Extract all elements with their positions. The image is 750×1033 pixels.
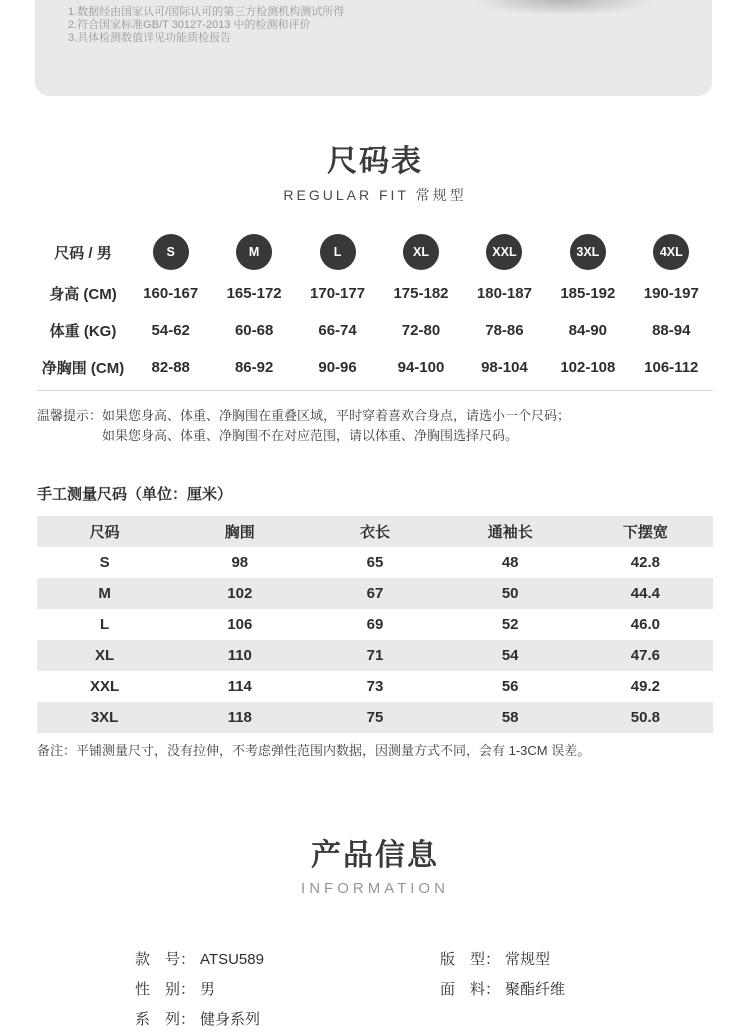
row-size-label: S <box>99 554 110 571</box>
height-cell <box>379 285 462 302</box>
size-badge-l: L <box>320 234 356 270</box>
certification-note-line: 2.符合国家标准GB/T 30127-2013 中的检测和评价 <box>68 19 311 31</box>
certification-notes <box>35 0 712 45</box>
chest-value: 106-112 <box>644 359 699 376</box>
size-badge-cell <box>463 234 546 270</box>
certification-note-line: 1.数据经由国家认可/国际认可的第三方检测机构测试所得 <box>68 6 345 18</box>
weight-value: 84-90 <box>568 322 608 339</box>
chest-cell <box>296 359 379 376</box>
cell-value: 73 <box>366 678 384 695</box>
cell-value: 114 <box>227 678 252 695</box>
size-tips <box>37 406 713 446</box>
height-value: 170-177 <box>310 285 366 302</box>
column-header: 衣长 <box>359 524 390 541</box>
cell-value: 106 <box>227 616 253 633</box>
chest-cell <box>630 359 713 376</box>
product-info-subtitle: INFORMATION <box>301 880 449 897</box>
height-value: 180-187 <box>476 285 532 302</box>
weight-value: 60-68 <box>234 322 274 339</box>
cell-value: 48 <box>501 554 519 571</box>
cell-value: 42.8 <box>630 554 660 571</box>
height-cell <box>129 285 212 302</box>
weight-cell <box>212 322 295 339</box>
chest-cell <box>212 359 295 376</box>
cell-value: 69 <box>366 616 384 633</box>
measure-table-note: 备注：平铺测量尺寸，没有拉伸，不考虑弹性范围内数据，因测量方式不同，会有 1-3CM 误差。 <box>37 743 591 758</box>
height-value: 160-167 <box>143 285 199 302</box>
weight-cell <box>296 322 379 339</box>
size-badge-cell <box>129 234 212 270</box>
size-tips-lines <box>102 406 570 446</box>
product-field-value: 聚酯纤维 <box>505 981 566 998</box>
size-grid <box>37 229 713 386</box>
column-header: 尺码 <box>89 524 120 541</box>
product-field-label: 性 别： <box>135 981 196 998</box>
size-tips-line: 如果您身高、体重、净胸围在重叠区域，平时穿着喜欢合身点，请选小一个尺码； <box>102 408 571 423</box>
measure-table-heading: 手工测量尺码（单位：厘米） <box>37 486 233 503</box>
cell-value: 75 <box>366 709 384 726</box>
chest-value: 94-100 <box>397 359 445 376</box>
weight-cell <box>546 322 629 339</box>
cell-value: 102 <box>227 585 253 602</box>
product-info-title: 产品信息 <box>311 839 439 872</box>
size-badge-xxl: XXL <box>486 234 522 270</box>
size-badge-cell <box>630 234 713 270</box>
cell-value: 46.0 <box>630 616 660 633</box>
size-badge-cell <box>546 234 629 270</box>
cell-value: 54 <box>501 647 519 664</box>
height-cell <box>463 285 546 302</box>
weight-value: 78-86 <box>485 322 524 339</box>
size-tips-line: 如果您身高、体重、净胸围不在对应范围，请以体重、净胸围选择尺码。 <box>102 428 519 443</box>
certification-panel <box>35 0 712 96</box>
row-size-label: L <box>100 616 110 633</box>
cell-value: 58 <box>501 709 519 726</box>
product-field <box>135 981 440 999</box>
product-field <box>135 1011 440 1029</box>
size-badge-m: M <box>236 234 272 270</box>
height-cell <box>296 285 379 302</box>
chest-value: 90-96 <box>318 359 357 376</box>
cell-value: 65 <box>366 554 384 571</box>
height-cell <box>212 285 295 302</box>
certification-note-line: 3.具体检测数值详见功能质检报告 <box>68 32 232 44</box>
table-row <box>37 609 713 640</box>
measure-table <box>37 516 713 733</box>
weight-row-label: 体重 (KG) <box>49 323 117 340</box>
weight-cell <box>129 322 212 339</box>
size-badge-xl: XL <box>403 234 439 270</box>
table-row <box>37 547 713 578</box>
chest-cell <box>463 359 546 376</box>
size-badge-s: S <box>153 234 189 270</box>
product-field-label: 款 号： <box>135 951 196 968</box>
cell-value: 47.6 <box>630 647 660 664</box>
size-badge-cell <box>296 234 379 270</box>
cell-value: 50 <box>501 585 519 602</box>
weight-value: 54-62 <box>151 322 190 339</box>
cell-value: 50.8 <box>630 709 660 726</box>
height-value: 185-192 <box>560 285 616 302</box>
row-size-label: 3XL <box>90 709 119 726</box>
size-row-label: 尺码 / 男 <box>54 244 112 262</box>
table-row <box>37 671 713 702</box>
cell-value: 71 <box>366 647 384 664</box>
chest-value: 82-88 <box>151 359 190 376</box>
product-field-label: 版 型： <box>440 951 501 968</box>
column-header: 通袖长 <box>487 524 533 541</box>
chest-cell <box>129 359 212 376</box>
table-row <box>37 578 713 609</box>
weight-value: 88-94 <box>652 322 691 339</box>
size-badge-cell <box>212 234 295 270</box>
product-field-value: 男 <box>200 981 216 998</box>
height-cell <box>546 285 629 302</box>
height-value: 190-197 <box>643 285 699 302</box>
chest-value: 102-108 <box>560 359 616 376</box>
cell-value: 52 <box>501 616 519 633</box>
size-badge-4xl: 4XL <box>653 234 689 270</box>
product-field <box>440 951 750 969</box>
cell-value: 49.2 <box>630 678 660 695</box>
size-tips-label: 温馨提示： <box>37 408 103 423</box>
product-field-value: 常规型 <box>505 951 551 968</box>
product-field-label: 面 料： <box>440 981 501 998</box>
height-value: 165-172 <box>226 285 282 302</box>
column-header: 胸围 <box>224 524 255 541</box>
product-field-label: 系 列： <box>135 1011 196 1028</box>
chest-cell <box>379 359 462 376</box>
chest-value: 98-104 <box>481 359 528 376</box>
column-header: 下摆宽 <box>622 524 668 541</box>
section-divider <box>37 390 713 391</box>
size-badge-cell <box>379 234 462 270</box>
cell-value: 44.4 <box>630 585 660 602</box>
measure-table-header-row <box>37 516 713 547</box>
weight-cell <box>630 322 713 339</box>
row-size-label: XXL <box>90 678 120 695</box>
weight-cell <box>379 322 462 339</box>
cell-value: 98 <box>231 554 249 571</box>
height-cell <box>630 285 713 302</box>
height-row-label: 身高 (CM) <box>49 286 117 303</box>
product-field-value: 健身系列 <box>200 1011 261 1028</box>
product-field <box>440 981 750 999</box>
weight-value: 72-80 <box>401 322 441 339</box>
chest-value: 86-92 <box>234 359 274 376</box>
product-field-value: ATSU589 <box>200 951 264 968</box>
product-field <box>135 951 440 969</box>
cell-value: 118 <box>227 709 252 726</box>
cell-value: 67 <box>366 585 384 602</box>
weight-cell <box>463 322 546 339</box>
cell-value: 56 <box>501 678 519 695</box>
table-row <box>37 640 713 671</box>
size-chart-subtitle: REGULAR FIT 常规型 <box>283 187 467 203</box>
chest-row-label: 净胸围 (CM) <box>41 360 125 377</box>
cell-value: 110 <box>227 647 252 664</box>
weight-value: 66-74 <box>318 322 357 339</box>
size-chart-title: 尺码表 <box>327 145 423 178</box>
size-badge-3xl: 3XL <box>570 234 606 270</box>
table-row <box>37 702 713 733</box>
chest-cell <box>546 359 629 376</box>
row-size-label: XL <box>95 647 115 664</box>
row-size-label: M <box>98 585 111 602</box>
product-info-grid <box>135 951 750 1029</box>
height-value: 175-182 <box>393 285 449 302</box>
